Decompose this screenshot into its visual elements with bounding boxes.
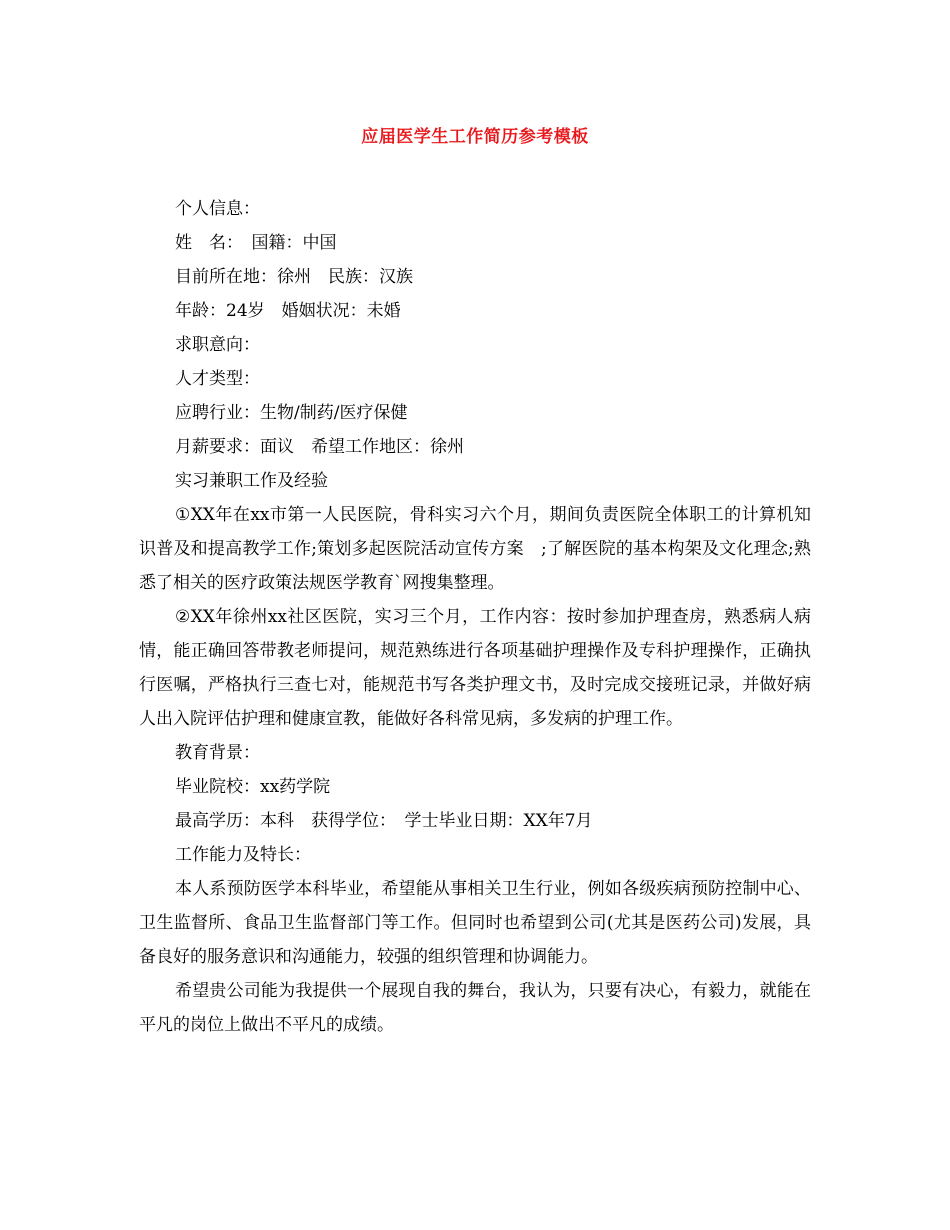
skills-paragraph: 本人系预防医学本科毕业，希望能从事相关卫生行业，例如各级疾病预防控制中心、卫生监督所、食品卫生监督部门等工作。但同时也希望到公司(尤其是医药公司)发展，具备良好的服务意识和沟通能力，较强的组织管理和协调能力。	[139, 879, 811, 967]
section-heading-personal-info: 个人信息：	[175, 199, 260, 219]
resume-body	[139, 192, 811, 1042]
age-marital-line: 年龄：24岁 婚姻状况：未婚	[175, 301, 401, 321]
name-nationality-line: 姓 名： 国籍：中国	[175, 233, 337, 253]
experience-paragraph-1: ①XX年在xx市第一人民医院，骨科实习六个月，期间负责医院全体职工的计算机知识普及和提高教学工作;策划多起医院活动宣传方案 ;了解医院的基本构架及文化理念;熟悉了相关的医疗政策法规医学教育`网搜集整理。	[139, 505, 811, 593]
location-ethnicity-line: 目前所在地：徐州 民族：汉族	[175, 267, 413, 287]
salary-region-line: 月薪要求：面议 希望工作地区：徐州	[175, 437, 464, 457]
closing-paragraph: 希望贵公司能为我提供一个展现自我的舞台，我认为，只要有决心，有毅力，就能在平凡的岗位上做出不平凡的成绩。	[139, 981, 811, 1035]
degree-line: 最高学历：本科 获得学位： 学士毕业日期：XX年7月	[175, 811, 593, 831]
section-heading-job-intention: 求职意向：	[175, 335, 260, 355]
document-title: 应届医学生工作简历参考模板	[361, 127, 589, 147]
school-line: 毕业院校：xx药学院	[175, 777, 331, 797]
section-heading-experience: 实习兼职工作及经验	[175, 471, 328, 491]
industry-line: 应聘行业：生物/制药/医疗保健	[175, 403, 408, 423]
experience-paragraph-2: ②XX年徐州xx社区医院，实习三个月，工作内容：按时参加护理查房，熟悉病人病情，能正确回答带教老师提问，规范熟练进行各项基础护理操作及专科护理操作，正确执行医嘱，严格执行三查七对，能规范书写各类护理文书，及时完成交接班记录，并做好病人出入院评估护理和健康宣教，能做好各科常见病，多发病的护理工作。	[139, 607, 811, 729]
section-heading-education: 教育背景：	[175, 743, 260, 763]
section-heading-skills: 工作能力及特长：	[175, 845, 311, 865]
talent-type-line: 人才类型：	[175, 369, 260, 389]
